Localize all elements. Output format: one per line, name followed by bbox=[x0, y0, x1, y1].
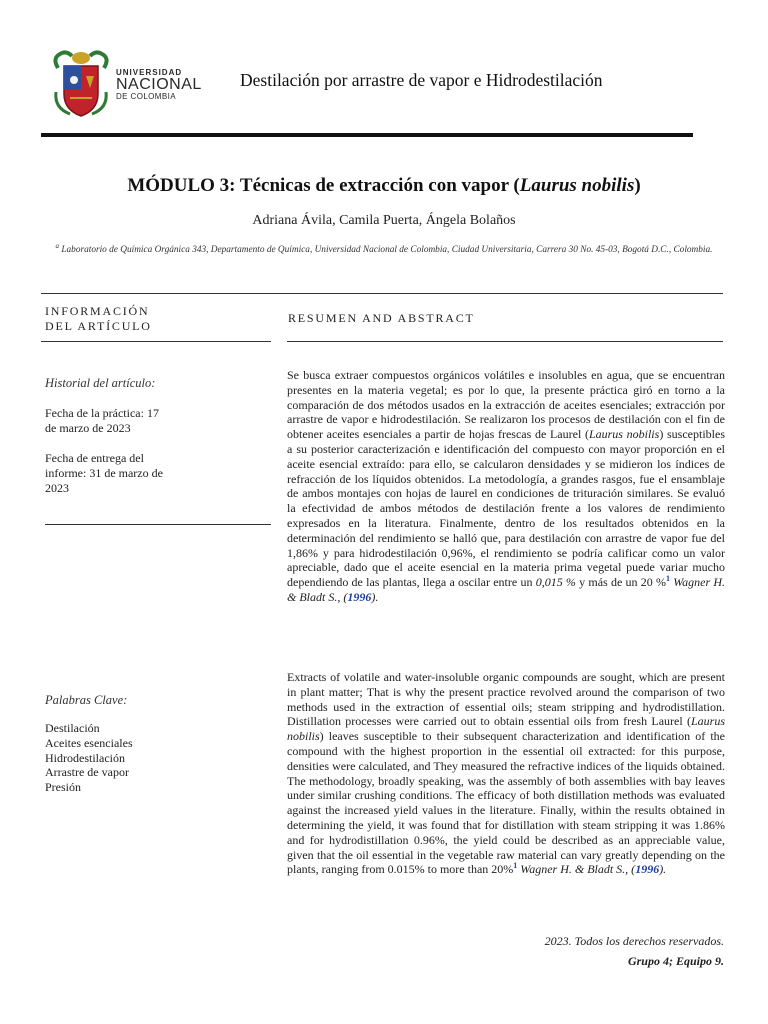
abstract-cite-year[interactable]: 1996 bbox=[635, 862, 660, 877]
keyword-item: Aceites esenciales bbox=[45, 735, 133, 750]
logo-line-universidad: UNIVERSIDAD bbox=[116, 68, 183, 77]
authors: Adriana Ávila, Camila Puerta, Ángela Bolaños bbox=[252, 213, 516, 228]
keywords-list bbox=[45, 721, 133, 795]
abstract-species: Laurus nobilis bbox=[287, 714, 725, 744]
resumen-text-3: y más de un 20 % bbox=[575, 575, 666, 590]
affiliation-text: Laboratorio de Química Orgánica 343, Departamento de Química, Universidad Nacional de Colombia, Ciudad Universitaria, Carrera 30 No. 45-03, Bogotá D.C., Colombia. bbox=[61, 245, 713, 256]
affiliation bbox=[40, 240, 728, 256]
module-title-prefix: MÓDULO 3: Técnicas de extracción con vapor ( bbox=[127, 175, 520, 196]
affiliation-marker: a bbox=[55, 242, 60, 250]
module-title bbox=[0, 175, 768, 197]
resumen-cite-year[interactable]: 1996 bbox=[347, 589, 372, 604]
copyright-notice: 2023. Todos los derechos reservados. bbox=[544, 934, 724, 948]
article-info-line2: DEL ARTÍCULO bbox=[45, 319, 152, 333]
sidebar-header-rule bbox=[41, 341, 271, 342]
resumen-ref-marker[interactable]: 1 bbox=[665, 574, 670, 584]
sidebar-divider bbox=[45, 524, 271, 525]
module-title-suffix: ) bbox=[634, 175, 641, 196]
resumen-paragraph bbox=[287, 368, 725, 605]
header-divider bbox=[41, 133, 693, 137]
keyword-item: Hidrodestilación bbox=[45, 750, 125, 765]
logo-line-nacional: NACIONAL bbox=[116, 76, 202, 93]
group-label: Grupo 4; Equipo 9. bbox=[627, 954, 724, 968]
crest-icon bbox=[50, 48, 112, 120]
header-title: Destilación por arrastre de vapor e Hidrodestilación bbox=[240, 70, 603, 90]
abstract-cite-end: ). bbox=[659, 862, 667, 877]
report-date: Fecha de entrega del informe: 31 de marzo de 2023 bbox=[45, 451, 163, 495]
section-heading: RESUMEN AND ABSTRACT bbox=[288, 311, 475, 325]
article-info-heading bbox=[45, 304, 152, 334]
resumen-species: Laurus nobilis bbox=[588, 427, 660, 442]
keywords-label: Palabras Clave: bbox=[45, 693, 128, 707]
abstract-citation bbox=[520, 862, 666, 876]
module-title-species: Laurus nobilis bbox=[519, 175, 635, 196]
resumen-cite-authors: Wagner H. & Bladt S., ( bbox=[287, 575, 726, 604]
resumen-cite-end: ). bbox=[371, 589, 379, 604]
history-label: Historial del artículo: bbox=[45, 376, 156, 390]
section-top-rule bbox=[41, 293, 723, 294]
abstract-paragraph bbox=[287, 670, 725, 877]
abstract-text-2: ) leaves susceptible to their subsequent characterization and identification of the compound with the highest proportion in the essential oil extracted: for this purpose, densities were calculated, and They measured the refractive indices of the liquids obtained. The methodology, broadly speaking, was the assembly of both assemblies with bay leaves under similar crushing conditions. The efficacy of both distillation methods was evaluated against the increased yield values in the literature. Finally, within the results obtained in determining the yield, it was found that for distillation with steam stripping it was 1.86% and for hydrodistillation 0.96%, the yield could be described as an appreciable value, given that the oil essential in the vegetable raw material can vary greatly depending on the plants, ranging from 0.015% to more than 20% bbox=[287, 729, 725, 877]
keyword-item: Destilación bbox=[45, 721, 100, 735]
keyword-item: Presión bbox=[45, 780, 81, 795]
article-info-line1: INFORMACIÓN bbox=[45, 304, 150, 318]
main-header-rule bbox=[287, 341, 723, 342]
university-logo bbox=[50, 48, 210, 120]
practice-date: Fecha de la práctica: 17 de marzo de 2023 bbox=[45, 406, 159, 435]
keyword-item: Arrastre de vapor bbox=[45, 765, 129, 780]
resumen-text-1: Se busca extraer compuestos orgánicos volátiles e insolubles en agua, que se encuentran presentes en la materia vegetal; es por lo que, la presente práctica giró en torno a la comparación de dos métodos usados en la extracción de aceites esenciales; extracción por arrastre de vapor e hidrodestilación. Se realizaron los procesos de destilación con el fin de obtener aceites esenciales a partir de hojas frescas de Laurel ( bbox=[287, 368, 725, 442]
logo-line-colombia: DE COLOMBIA bbox=[116, 92, 176, 101]
abstract-text-1: Extracts of volatile and water-insoluble organic compounds are sought, which are present in plant matter; That is why the present practice revolved around the comparison of two methods used in the extraction of essential oils; steam stripping and hydrodistillation. Distillation processes were carried out to obtain essential oils from fresh Laurel ( bbox=[287, 670, 725, 729]
abstract-cite-authors: Wagner H. & Bladt S., ( bbox=[520, 862, 636, 877]
resumen-range-value: 0,015 % bbox=[535, 575, 576, 590]
abstract-ref-marker[interactable]: 1 bbox=[513, 861, 518, 871]
resumen-text-2: ) susceptibles a su posterior caracterización e identificación del compuesto con mayor proporción en el aceite esencial extraído: para ello, se calcularon densidades y se midieron los índices de refracción de los líquidos obtenidos. La metodología, a grandes rasgos, fue el ensamblaje de ambos montajes con hojas de laurel en condiciones de trituración similares. Se evaluó la efectividad de ambos métodos de destilación frente a los valores de rendimiento expresados en la literatura. Finalmente, dentro de los resultados obtenidos en la determinación del rendimiento se halló que, para destilación con arrastre de vapor fue del 1,86% y para hidrodestilación 0,96%, el rendimiento se podría calificar como un valor apreciable, dado que el aceite esencial en la materia prima vegetal puede variar mucho dependiendo de las plantas, llega a oscilar entre un bbox=[287, 427, 725, 590]
